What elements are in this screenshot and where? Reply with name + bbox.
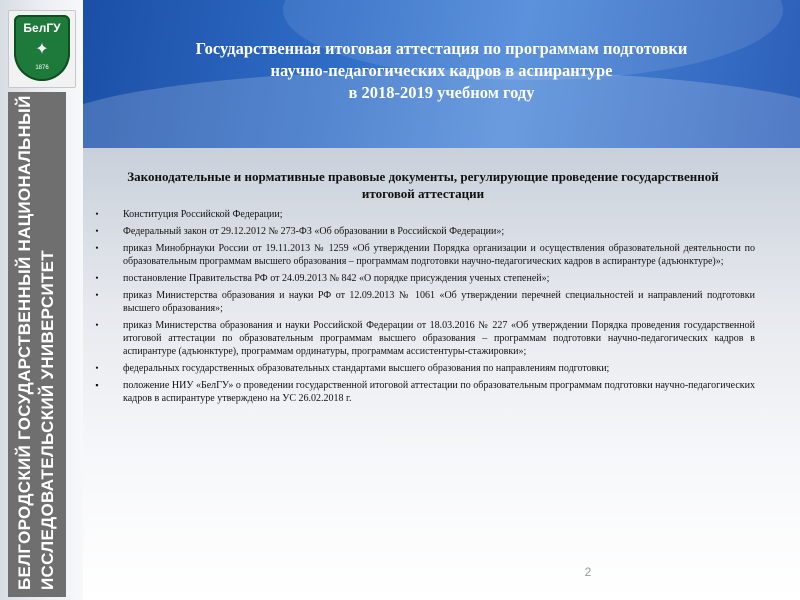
- list-item: [93, 242, 755, 268]
- list-item-text: постановление Правительства РФ от 24.09.2013 № 842 «О порядке присуждения ученых степеней»;: [123, 273, 550, 284]
- bullet-icon: •: [95, 243, 99, 253]
- list-item: [93, 319, 755, 358]
- logo-shield: [14, 15, 70, 81]
- university-name-line-2: ИССЛЕДОВАТЕЛЬСКИЙ УНИВЕРСИТЕТ: [38, 250, 57, 590]
- logo-year: 1876: [35, 65, 49, 71]
- slide-title: [83, 38, 800, 104]
- bullet-icon: ▪: [95, 380, 99, 390]
- list-item: [93, 362, 755, 375]
- bullet-icon: •: [95, 209, 99, 219]
- title-line-3: в 2018-2019 учебном году: [348, 83, 535, 102]
- list-item-text: приказ Минобрнауки России от 19.11.2013 № 1259 «Об утверждении Порядка организации и осуществления образовательной деятельности по образовательным программам высшего образования – программам подготовки научно-педагогических кадров в аспирантуре (адъюнктуре)»;: [123, 243, 755, 267]
- list-item-text: Конституция Российской Федерации;: [123, 209, 283, 220]
- title-line-1: Государственная итоговая аттестация по программам подготовки: [195, 39, 688, 58]
- list-item-text: федеральных государственных образовательных стандартами высшего образования по направлениям подготовки;: [123, 363, 610, 374]
- bullet-icon: •: [95, 363, 99, 373]
- title-line-2: научно-педагогических кадров в аспирантуре: [270, 61, 613, 80]
- list-item-text: приказ Министерства образования и науки Российской Федерации от 18.03.2016 № 227 «Об утверждении Порядка проведения государственной итоговой аттестации по образовательным программам высшего образования – программам подготовки научно-педагогических кадров в аспирантуре (адъюнктуре), программам ординатуры, программам ассистентуры-стажировки»;: [123, 320, 755, 357]
- logo-name: БелГУ: [23, 21, 61, 35]
- bullet-icon: •: [95, 273, 99, 283]
- list-item-text: Федеральный закон от 29.12.2012 № 273-ФЗ «Об образовании в Российской Федерации»;: [123, 226, 505, 237]
- university-logo: [8, 10, 76, 88]
- left-sidebar: [0, 0, 83, 600]
- list-item-text: положение НИУ «БелГУ» о проведении государственной итоговой аттестации по образовательным программам подготовки научно-педагогических кадров в аспирантуре утверждено на УС 26.02.2018 г.: [123, 380, 755, 404]
- list-item-text: приказ Министерства образования и науки РФ от 12.09.2013 № 1061 «Об утверждении перечней специальностей и направлений подготовки высшего образования»;: [123, 290, 755, 314]
- list-item: [93, 379, 755, 405]
- list-item: [93, 272, 755, 285]
- bullet-icon: •: [95, 226, 99, 236]
- eagle-icon: ✦: [35, 41, 49, 58]
- bullet-icon: •: [95, 290, 99, 300]
- bullet-icon: •: [95, 320, 99, 330]
- content-heading: Законодательные и нормативные правовые документы, регулирующие проведение государственной итоговой аттестации: [127, 169, 719, 201]
- documents-list: [93, 208, 755, 409]
- university-name-line-1: БЕЛГОРОДСКИЙ ГОСУДАРСТВЕННЫЙ НАЦИОНАЛЬНЫЙ: [15, 95, 34, 590]
- page-number: 2: [584, 565, 592, 579]
- slide-content: [83, 148, 800, 600]
- university-name: [13, 90, 59, 590]
- slide-header: [83, 0, 800, 148]
- list-item: [93, 225, 755, 238]
- list-item: [93, 289, 755, 315]
- list-item: [93, 208, 755, 221]
